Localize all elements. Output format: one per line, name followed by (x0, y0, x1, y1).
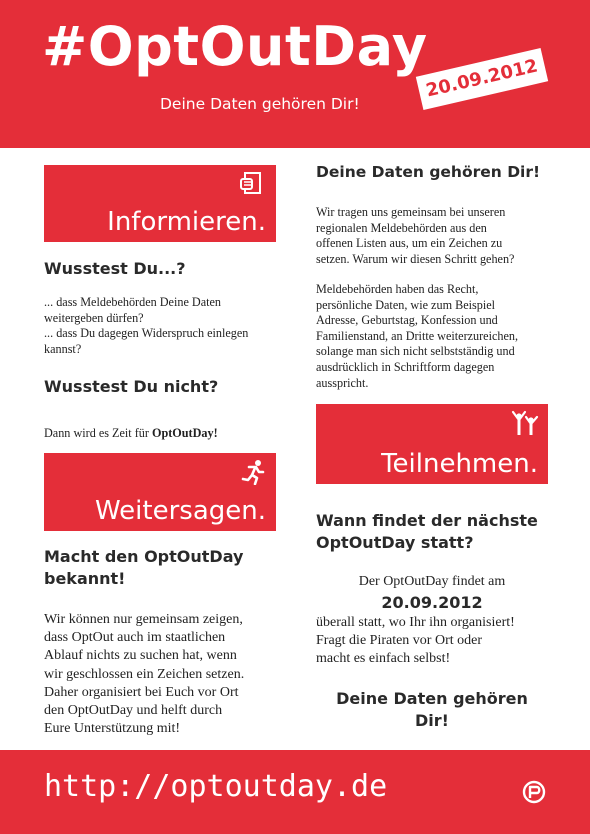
weitersagen-block (44, 453, 276, 531)
weitersagen-label: Weitersagen. (94, 495, 266, 526)
macht-heading: Macht den OptOutDay bekannt! (44, 547, 244, 588)
daten-paragraph-2: Meldebehörden haben das Recht, persönliche Daten, wie zum Beispiel Adresse, Geburtstag, Konfession und Familienstand, an Dritte weiterzureichen, solange man sich nicht selbstständig und ausdrücklich in Schriftform dagegen ausspricht. (316, 282, 519, 390)
running-person-icon (240, 459, 266, 485)
macht-text: Wir können nur gemeinsam zeigen, dass OptOut auch im staatlichen Ablauf nichts zu suchen hat, wenn wir geschlossen ein Zeichen setzen. Daher organisiert bei Euch vor Ort den OptOutDay und helft durch Eure Unterstützung mit! (44, 612, 245, 737)
daten-paragraph-1: Wir tragen uns gemeinsam bei unseren regionalen Meldebehörden aus den offenen Listen aus, um ein Zeichen zu setzen. Warum wir diesen Schritt gehen? (316, 205, 515, 266)
wann-heading: Wann findet der nächste OptOutDay statt? (316, 511, 538, 553)
wann-text: überall statt, wo Ihr ihn organisiert! Fragt die Piraten vor Ort oder macht es einfach selbst! (316, 615, 515, 667)
teilnehmen-label: Teilnehmen. (381, 448, 538, 479)
page-title: #OptOutDay (42, 15, 428, 78)
closing-slogan: Deine Daten gehören Dir! (336, 689, 528, 730)
daten-heading: Deine Daten gehören Dir! (316, 163, 541, 181)
informieren-block (44, 165, 276, 242)
teilnehmen-block (316, 404, 548, 484)
page-subtitle: Deine Daten gehören Dir! (160, 95, 360, 113)
wusstest-heading: Wusstest Du...? (44, 259, 186, 278)
wusstest-text: ... dass Meldebehörden Deine Daten weitergeben dürfen? ... dass Du dagegen Widerspruch einlegen kannst? (44, 295, 249, 356)
informieren-label: Informieren. (107, 206, 266, 237)
document-hand-icon (240, 171, 264, 197)
date-badge: 20.09.2012 (416, 48, 548, 110)
website-url[interactable]: http://optoutday.de (44, 769, 388, 804)
pirate-logo-icon (522, 780, 546, 804)
people-cheering-icon (510, 410, 540, 436)
wann-line-1: Der OptOutDay findet am (358, 574, 506, 589)
nicht-heading: Wusstest Du nicht? (44, 377, 219, 396)
nicht-text: Dann wird es Zeit für OptOutDay! (44, 426, 218, 440)
wann-date: 20.09.2012 (381, 593, 483, 612)
